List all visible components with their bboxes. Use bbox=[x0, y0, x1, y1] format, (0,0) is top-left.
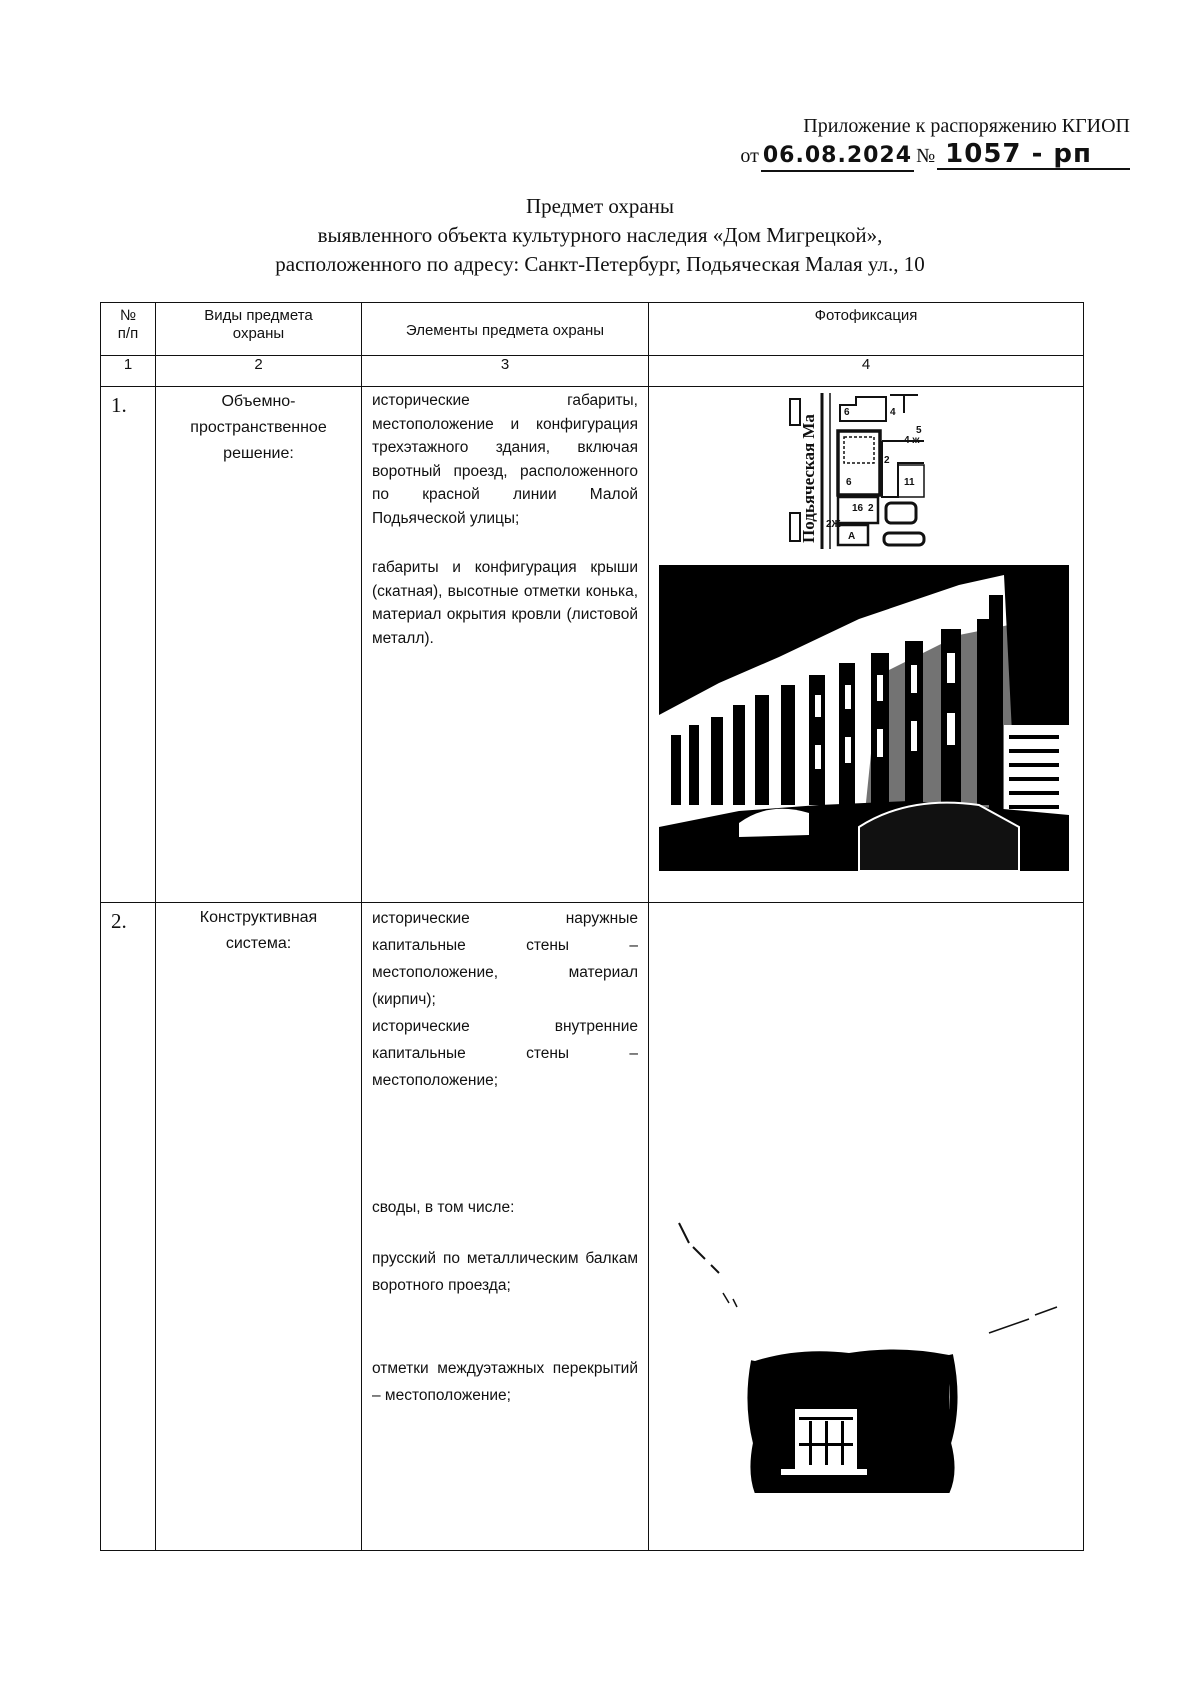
order-line bbox=[740, 140, 1130, 172]
document-title bbox=[0, 192, 1200, 279]
title-line-2: выявленного объекта культурного наследия «Дом Мигрецкой», bbox=[317, 223, 883, 247]
order-number: 1057 - рп bbox=[937, 140, 1130, 170]
svg-text:2Ж: 2Ж bbox=[826, 519, 841, 530]
svg-text:2: 2 bbox=[868, 503, 874, 514]
svg-text:4: 4 bbox=[890, 407, 896, 418]
appendix-title: Приложение к распоряжению КГИОП bbox=[803, 115, 1130, 137]
row-number: 1. bbox=[101, 387, 156, 903]
element-text: исторические внутренние капитальные стены – местоположение; bbox=[372, 1018, 638, 1089]
element-text: отметки междуэтажных перекрытий – местоположение; bbox=[372, 1360, 638, 1404]
svg-text:2: 2 bbox=[884, 455, 890, 466]
element-text: габариты и конфигурация крыши (скатная), высотные отметки конька, материал окрытия кровли (листовой металл). bbox=[372, 559, 638, 647]
svg-text:6: 6 bbox=[844, 407, 850, 418]
row-elements bbox=[362, 387, 649, 903]
svg-text:16: 16 bbox=[852, 503, 864, 514]
header-photo: Фотофиксация bbox=[649, 303, 1084, 356]
row-kind: Конструктивная система: bbox=[156, 903, 362, 1551]
index-cell: 1 bbox=[101, 356, 156, 387]
element-text: прусский по металлическим балкам воротного проезда; bbox=[372, 1250, 638, 1294]
svg-text:5: 5 bbox=[916, 425, 922, 436]
row-elements bbox=[362, 903, 649, 1551]
row-kind: Объемно- пространственное решение: bbox=[156, 387, 362, 903]
appendix-header bbox=[740, 112, 1130, 172]
header-kind: Виды предмета охраны bbox=[156, 303, 362, 356]
element-text: исторические габариты, местоположение и конфигурация трехэтажного здания, включая воротный проезд, расположенного по красной линии Малой Подьяческой улицы; bbox=[372, 392, 638, 527]
table-row bbox=[101, 387, 1084, 903]
header-num: № п/п bbox=[101, 303, 156, 356]
index-cell: 3 bbox=[362, 356, 649, 387]
title-line-3: расположенного по адресу: Санкт-Петербург, Подьяческая Малая ул., 10 bbox=[275, 252, 925, 276]
row-number: 2. bbox=[101, 903, 156, 1551]
building-facade-photo bbox=[659, 565, 1069, 871]
order-number-sign: № bbox=[916, 145, 936, 167]
svg-text:6: 6 bbox=[846, 477, 852, 488]
row-photos bbox=[649, 903, 1084, 1551]
site-map-image bbox=[786, 393, 926, 549]
svg-text:А: А bbox=[848, 531, 856, 542]
order-date: 06.08.2024 bbox=[761, 142, 914, 172]
table-row bbox=[101, 903, 1084, 1551]
header-elements: Элементы предмета охраны bbox=[362, 303, 649, 356]
index-cell: 4 bbox=[649, 356, 1084, 387]
map-street-label: Подьяческая Ма bbox=[799, 414, 818, 543]
table-index-row bbox=[101, 356, 1084, 387]
element-text: исторические наружные капитальные стены – местоположение, материал (кирпич); bbox=[372, 910, 638, 1008]
vault-gateway-photo bbox=[659, 1203, 1069, 1493]
order-prefix: от bbox=[740, 145, 759, 167]
svg-text:4 ж: 4 ж bbox=[904, 435, 920, 446]
protection-table bbox=[100, 302, 1084, 1551]
svg-text:11: 11 bbox=[904, 477, 915, 488]
table-header-row bbox=[101, 303, 1084, 356]
index-cell: 2 bbox=[156, 356, 362, 387]
row-photos bbox=[649, 387, 1084, 903]
element-text: своды, в том числе: bbox=[372, 1199, 515, 1216]
title-line-1: Предмет охраны bbox=[525, 194, 675, 218]
